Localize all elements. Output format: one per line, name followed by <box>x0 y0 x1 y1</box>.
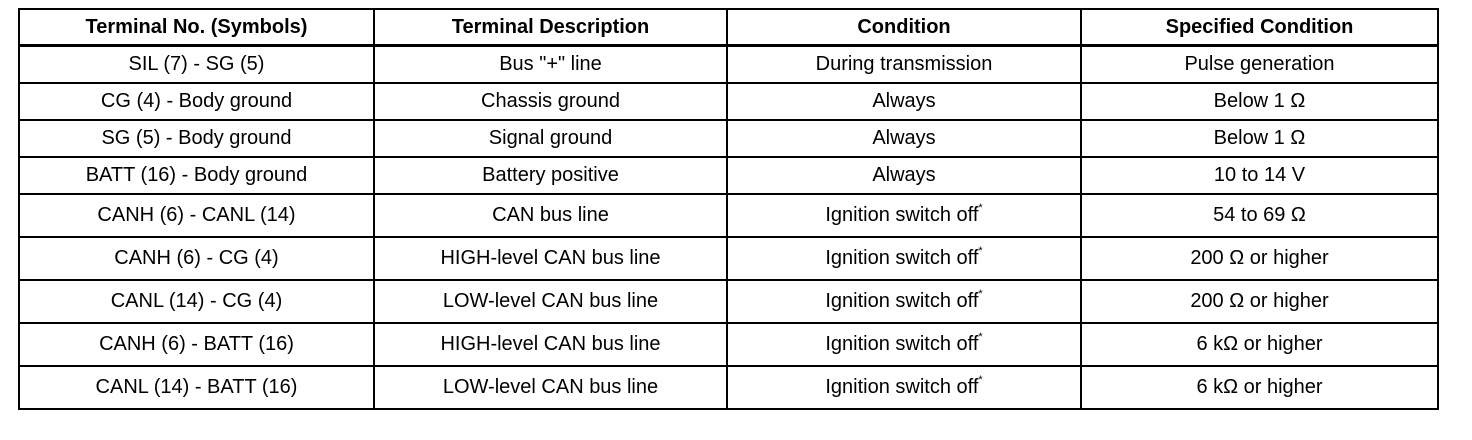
cell-condition <box>727 194 1081 237</box>
table-row <box>19 237 1438 280</box>
header-terminal: Terminal No. (Symbols) <box>19 9 374 46</box>
cell-specified: 6 kΩ or higher <box>1081 323 1438 366</box>
cell-specified: 200 Ω or higher <box>1081 280 1438 323</box>
cell-description: Battery positive <box>374 157 727 194</box>
table-body <box>19 46 1438 410</box>
header-row <box>19 9 1438 46</box>
condition-footnote-mark: * <box>978 245 983 258</box>
table-row <box>19 120 1438 157</box>
cell-condition <box>727 237 1081 280</box>
cell-description: Bus "+" line <box>374 46 727 84</box>
cell-description: LOW-level CAN bus line <box>374 366 727 409</box>
cell-condition <box>727 46 1081 84</box>
table-row <box>19 323 1438 366</box>
cell-terminal: CANH (6) - BATT (16) <box>19 323 374 366</box>
table-row <box>19 366 1438 409</box>
cell-specified: Pulse generation <box>1081 46 1438 84</box>
cell-terminal: BATT (16) - Body ground <box>19 157 374 194</box>
cell-description: HIGH-level CAN bus line <box>374 323 727 366</box>
condition-text: Ignition switch off <box>825 247 979 269</box>
header-specified: Specified Condition <box>1081 9 1438 46</box>
table-header <box>19 9 1438 46</box>
cell-description: CAN bus line <box>374 194 727 237</box>
condition-footnote-mark: * <box>978 202 983 215</box>
cell-terminal: CANH (6) - CANL (14) <box>19 194 374 237</box>
cell-description: HIGH-level CAN bus line <box>374 237 727 280</box>
cell-description: LOW-level CAN bus line <box>374 280 727 323</box>
table-row <box>19 46 1438 84</box>
spec-table-container <box>18 8 1437 410</box>
cell-condition <box>727 157 1081 194</box>
cell-terminal: CANL (14) - CG (4) <box>19 280 374 323</box>
table-row <box>19 280 1438 323</box>
cell-specified: 6 kΩ or higher <box>1081 366 1438 409</box>
cell-specified: Below 1 Ω <box>1081 83 1438 120</box>
cell-terminal: CG (4) - Body ground <box>19 83 374 120</box>
condition-footnote-mark: * <box>978 288 983 301</box>
table-row <box>19 83 1438 120</box>
condition-text: Ignition switch off <box>825 333 979 355</box>
condition-text: During transmission <box>815 53 993 75</box>
header-description: Terminal Description <box>374 9 727 46</box>
cell-description: Signal ground <box>374 120 727 157</box>
cell-condition <box>727 83 1081 120</box>
condition-text: Ignition switch off <box>825 204 979 226</box>
cell-specified: 54 to 69 Ω <box>1081 194 1438 237</box>
header-condition: Condition <box>727 9 1081 46</box>
condition-text: Always <box>872 90 936 112</box>
cell-specified: 10 to 14 V <box>1081 157 1438 194</box>
condition-footnote-mark: * <box>978 374 983 387</box>
cell-terminal: CANL (14) - BATT (16) <box>19 366 374 409</box>
table-row <box>19 194 1438 237</box>
condition-text: Always <box>872 127 936 149</box>
cell-terminal: CANH (6) - CG (4) <box>19 237 374 280</box>
cell-specified: Below 1 Ω <box>1081 120 1438 157</box>
table-row <box>19 157 1438 194</box>
condition-footnote-mark: * <box>978 331 983 344</box>
condition-text: Ignition switch off <box>825 290 979 312</box>
cell-specified: 200 Ω or higher <box>1081 237 1438 280</box>
cell-condition <box>727 120 1081 157</box>
cell-condition <box>727 366 1081 409</box>
condition-text: Ignition switch off <box>825 376 979 398</box>
terminal-spec-table <box>18 8 1439 410</box>
cell-condition <box>727 323 1081 366</box>
cell-description: Chassis ground <box>374 83 727 120</box>
cell-terminal: SG (5) - Body ground <box>19 120 374 157</box>
cell-condition <box>727 280 1081 323</box>
condition-text: Always <box>872 164 936 186</box>
cell-terminal: SIL (7) - SG (5) <box>19 46 374 84</box>
